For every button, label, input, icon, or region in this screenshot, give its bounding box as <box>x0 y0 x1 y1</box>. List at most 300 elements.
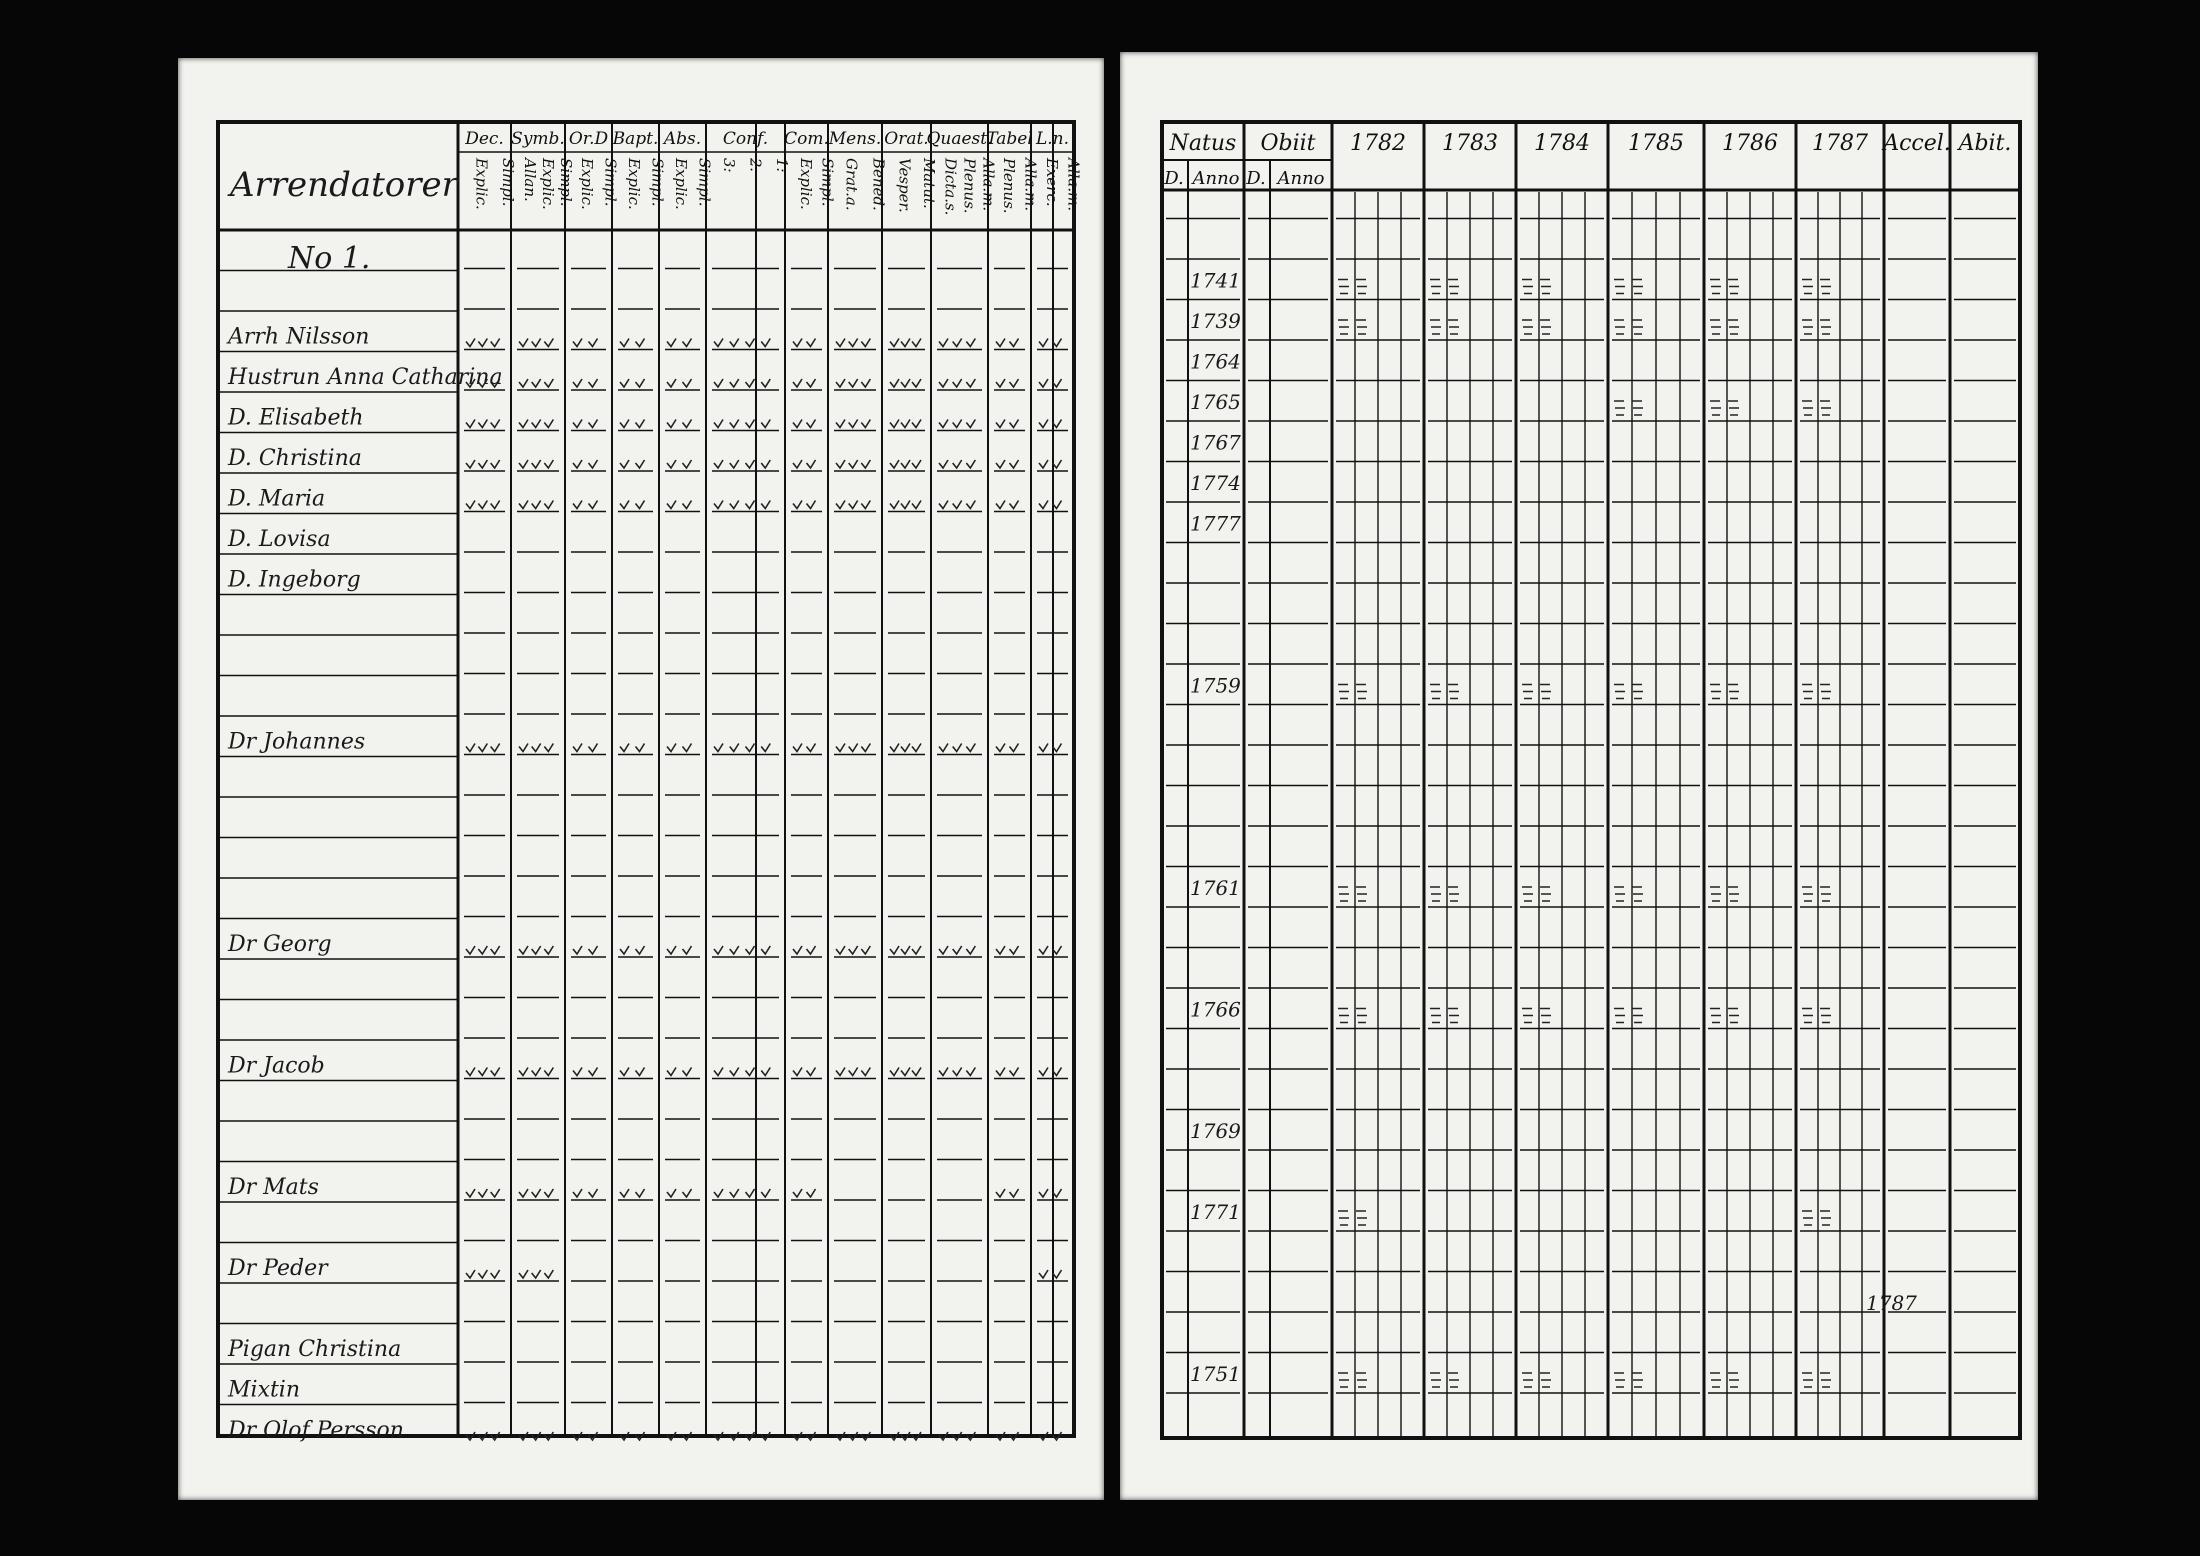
date-mark <box>1338 685 1349 699</box>
tick-mark <box>939 339 948 347</box>
birth-year: 1777 <box>1190 511 1241 536</box>
tick-mark <box>901 379 910 387</box>
tick-mark <box>683 460 692 468</box>
tick-mark <box>532 946 541 954</box>
date-mark <box>1820 685 1831 699</box>
tick-mark <box>683 946 692 954</box>
tick-mark <box>849 744 858 752</box>
tick-mark <box>636 1189 645 1197</box>
tick-mark <box>1010 1068 1019 1076</box>
date-mark <box>1540 685 1551 699</box>
tick-mark <box>620 1068 629 1076</box>
tick-mark <box>519 1270 528 1278</box>
tick-mark <box>532 744 541 752</box>
tick-mark <box>491 1189 500 1197</box>
date-mark <box>1728 1373 1739 1387</box>
date-mark <box>1614 685 1625 699</box>
resident-name: Hustrun Anna Catharina <box>228 365 503 390</box>
date-mark <box>1820 887 1831 901</box>
date-mark <box>1820 1009 1831 1023</box>
column-subheader: Simpl. <box>648 158 667 207</box>
tick-mark <box>544 946 553 954</box>
tick-mark <box>793 744 802 752</box>
tick-mark <box>532 1068 541 1076</box>
tick-mark <box>761 379 770 387</box>
tick-mark <box>953 1068 962 1076</box>
resident-name: Dr Olof Persson <box>228 1418 404 1443</box>
tick-mark <box>683 1068 692 1076</box>
tick-mark <box>761 339 770 347</box>
tick-mark <box>912 460 921 468</box>
date-mark <box>1430 280 1441 294</box>
tick-mark <box>939 744 948 752</box>
tick-mark <box>714 460 723 468</box>
resident-name: Mixtin <box>228 1377 301 1403</box>
tick-mark <box>620 379 629 387</box>
tick-mark <box>620 946 629 954</box>
tick-mark <box>730 379 739 387</box>
column-header: 1787 <box>1812 131 1868 156</box>
tick-mark <box>573 1068 582 1076</box>
column-header: Accel. <box>1883 131 1951 156</box>
date-mark <box>1430 1009 1441 1023</box>
date-mark <box>1728 887 1739 901</box>
column-header: 1783 <box>1442 131 1498 156</box>
tick-mark <box>730 1189 739 1197</box>
tick-mark <box>807 501 816 509</box>
tick-mark <box>667 1068 676 1076</box>
column-subheader: Explic. <box>624 158 643 210</box>
tick-mark <box>519 339 528 347</box>
column-header: Or.D <box>568 129 609 149</box>
date-mark <box>1430 685 1441 699</box>
tick-mark <box>761 744 770 752</box>
tick-mark <box>746 1068 755 1076</box>
tick-mark <box>544 460 553 468</box>
tick-mark <box>478 1068 487 1076</box>
date-mark <box>1710 401 1721 415</box>
tick-mark <box>519 420 528 428</box>
column-subheader: Simpl. <box>557 158 575 207</box>
tick-mark <box>901 460 910 468</box>
tick-mark <box>912 501 921 509</box>
tick-mark <box>544 339 553 347</box>
tick-mark <box>466 501 475 509</box>
tick-mark <box>996 501 1005 509</box>
column-subheader: Explic. <box>472 158 491 210</box>
tick-mark <box>793 339 802 347</box>
column-subheader: 3: <box>720 158 739 173</box>
column-subheader: Alla.m. <box>1021 158 1040 212</box>
tick-mark <box>491 339 500 347</box>
tick-mark <box>667 1189 676 1197</box>
date-mark <box>1632 685 1643 699</box>
resident-name: Dr Mats <box>228 1175 319 1200</box>
tick-mark <box>636 501 645 509</box>
tick-mark <box>996 379 1005 387</box>
tick-mark <box>836 1068 845 1076</box>
column-header: Mens. <box>828 129 882 149</box>
date-mark <box>1802 401 1813 415</box>
tick-mark <box>793 420 802 428</box>
tick-mark <box>849 460 858 468</box>
tick-mark <box>836 379 845 387</box>
date-mark <box>1356 1373 1367 1387</box>
tick-mark <box>953 460 962 468</box>
column-subheader: Plenus. <box>960 158 979 214</box>
date-mark <box>1338 1373 1349 1387</box>
date-mark <box>1614 1009 1625 1023</box>
tick-mark <box>890 946 899 954</box>
date-mark <box>1802 1009 1813 1023</box>
tick-mark <box>544 1189 553 1197</box>
tick-mark <box>1039 1189 1048 1197</box>
tick-mark <box>996 420 1005 428</box>
right-page <box>1120 52 2038 1500</box>
tick-mark <box>807 744 816 752</box>
tick-mark <box>466 1189 475 1197</box>
tick-mark <box>901 420 910 428</box>
date-mark <box>1820 280 1831 294</box>
tick-mark <box>573 379 582 387</box>
tick-mark <box>746 744 755 752</box>
date-mark <box>1338 887 1349 901</box>
tick-mark <box>532 1270 541 1278</box>
date-mark <box>1540 1373 1551 1387</box>
tick-mark <box>1010 946 1019 954</box>
date-mark <box>1448 1009 1459 1023</box>
column-subheader: Anno <box>1192 168 1240 189</box>
tick-mark <box>901 1068 910 1076</box>
date-mark <box>1802 1373 1813 1387</box>
tick-mark <box>1010 379 1019 387</box>
date-mark <box>1356 280 1367 294</box>
tick-mark <box>683 339 692 347</box>
tick-mark <box>667 460 676 468</box>
tick-mark <box>714 946 723 954</box>
tick-mark <box>636 946 645 954</box>
tick-mark <box>573 460 582 468</box>
resident-name: Dr Georg <box>228 932 332 957</box>
left-page <box>178 58 1104 1500</box>
date-mark <box>1522 887 1533 901</box>
tick-mark <box>953 946 962 954</box>
date-mark <box>1614 401 1625 415</box>
tick-mark <box>966 1068 975 1076</box>
tick-mark <box>683 744 692 752</box>
tick-mark <box>544 1270 553 1278</box>
tick-mark <box>1039 339 1048 347</box>
tick-mark <box>1010 460 1019 468</box>
tick-mark <box>519 946 528 954</box>
column-subheader: Bened. <box>869 158 888 211</box>
tick-mark <box>589 420 598 428</box>
tick-mark <box>730 946 739 954</box>
tick-mark <box>620 460 629 468</box>
column-subheader: Explic. <box>577 158 596 210</box>
tick-mark <box>589 744 598 752</box>
birth-year: 1739 <box>1190 309 1241 333</box>
date-mark <box>1522 320 1533 334</box>
tick-mark <box>589 460 598 468</box>
tick-mark <box>861 460 870 468</box>
tick-mark <box>714 744 723 752</box>
tick-mark <box>544 1068 553 1076</box>
tick-mark <box>890 460 899 468</box>
date-mark <box>1448 887 1459 901</box>
date-mark <box>1522 1373 1533 1387</box>
tick-mark <box>939 946 948 954</box>
tick-mark <box>966 379 975 387</box>
tick-mark <box>890 420 899 428</box>
date-mark <box>1430 887 1441 901</box>
tick-mark <box>1010 339 1019 347</box>
column-subheader: Simpl. <box>601 158 620 207</box>
tick-mark <box>532 460 541 468</box>
right-ledger-grid <box>1120 52 2038 1500</box>
date-mark <box>1632 887 1643 901</box>
column-header: L.n. <box>1035 129 1070 149</box>
tick-mark <box>807 460 816 468</box>
column-header: Tabel <box>986 129 1033 149</box>
tick-mark <box>636 379 645 387</box>
tick-mark <box>730 420 739 428</box>
date-mark <box>1540 887 1551 901</box>
date-mark <box>1728 1009 1739 1023</box>
tick-mark <box>807 379 816 387</box>
date-mark <box>1614 887 1625 901</box>
tick-mark <box>996 1189 1005 1197</box>
tick-mark <box>573 339 582 347</box>
date-mark <box>1710 887 1721 901</box>
date-mark <box>1522 280 1533 294</box>
tick-mark <box>807 420 816 428</box>
birth-year: 1766 <box>1190 997 1241 1022</box>
tick-mark <box>966 744 975 752</box>
tick-mark <box>636 420 645 428</box>
resident-name: Dr Jacob <box>228 1053 325 1079</box>
date-mark <box>1728 401 1739 415</box>
tick-mark <box>667 379 676 387</box>
date-mark <box>1540 1009 1551 1023</box>
date-mark <box>1802 1211 1813 1225</box>
tick-mark <box>491 460 500 468</box>
column-header: 1782 <box>1350 131 1406 156</box>
date-mark <box>1710 685 1721 699</box>
tick-mark <box>491 1270 500 1278</box>
tick-mark <box>861 1068 870 1076</box>
tick-mark <box>996 1068 1005 1076</box>
tick-mark <box>836 460 845 468</box>
tick-mark <box>478 460 487 468</box>
column-header: Quaest. <box>926 129 993 149</box>
tick-mark <box>890 744 899 752</box>
tick-mark <box>836 420 845 428</box>
tick-mark <box>532 379 541 387</box>
date-mark <box>1802 320 1813 334</box>
column-subheader: D. <box>1246 168 1266 189</box>
tick-mark <box>714 420 723 428</box>
column-header: 1784 <box>1534 131 1590 156</box>
tick-mark <box>589 379 598 387</box>
margin-annotation: 1787 <box>1866 1291 1917 1315</box>
resident-name: Dr Peder <box>228 1256 328 1281</box>
tick-mark <box>544 501 553 509</box>
tick-mark <box>519 744 528 752</box>
tick-mark <box>939 379 948 387</box>
date-mark <box>1338 280 1349 294</box>
left-ledger-grid <box>178 58 1104 1500</box>
date-mark <box>1338 1009 1349 1023</box>
tick-mark <box>730 1068 739 1076</box>
tick-mark <box>714 1068 723 1076</box>
tick-mark <box>466 460 475 468</box>
tick-mark <box>636 339 645 347</box>
tick-mark <box>807 339 816 347</box>
date-mark <box>1614 1373 1625 1387</box>
tick-mark <box>912 379 921 387</box>
page-heading: Arrendatorer <box>230 165 458 205</box>
birth-year: 1765 <box>1190 390 1241 414</box>
date-mark <box>1728 320 1739 334</box>
tick-mark <box>1010 744 1019 752</box>
tick-mark <box>478 420 487 428</box>
tick-mark <box>912 744 921 752</box>
tick-mark <box>996 460 1005 468</box>
column-header: Abs. <box>663 129 702 149</box>
tick-mark <box>849 1068 858 1076</box>
birth-year: 1761 <box>1190 876 1241 900</box>
column-header: Orat. <box>884 129 929 149</box>
tick-mark <box>544 420 553 428</box>
tick-mark <box>861 339 870 347</box>
tick-mark <box>966 420 975 428</box>
date-mark <box>1430 320 1441 334</box>
birth-year: 1751 <box>1190 1362 1241 1386</box>
tick-mark <box>620 744 629 752</box>
tick-mark <box>491 744 500 752</box>
column-subheader: Vesper. <box>895 158 914 213</box>
tick-mark <box>996 946 1005 954</box>
tick-mark <box>761 420 770 428</box>
tick-mark <box>890 1068 899 1076</box>
tick-mark <box>746 379 755 387</box>
tick-mark <box>966 339 975 347</box>
tick-mark <box>589 1068 598 1076</box>
date-mark <box>1632 1009 1643 1023</box>
tick-mark <box>890 339 899 347</box>
tick-mark <box>807 1189 816 1197</box>
column-header: Conf. <box>722 129 769 149</box>
tick-mark <box>901 946 910 954</box>
date-mark <box>1540 320 1551 334</box>
tick-mark <box>953 379 962 387</box>
tick-mark <box>1039 744 1048 752</box>
tick-mark <box>478 339 487 347</box>
date-mark <box>1430 1373 1441 1387</box>
birth-year: 1767 <box>1190 430 1241 455</box>
tick-mark <box>730 744 739 752</box>
tick-mark <box>466 744 475 752</box>
tick-mark <box>861 946 870 954</box>
tick-mark <box>1039 946 1048 954</box>
right-frame <box>1162 122 2020 1438</box>
tick-mark <box>573 420 582 428</box>
tick-mark <box>466 946 475 954</box>
tick-mark <box>519 379 528 387</box>
tick-mark <box>807 946 816 954</box>
tick-mark <box>966 946 975 954</box>
date-mark <box>1448 320 1459 334</box>
column-subheader: Plenus. <box>999 158 1018 214</box>
column-subheader: 2: <box>746 158 765 173</box>
tick-mark <box>966 460 975 468</box>
tick-mark <box>761 1068 770 1076</box>
tick-mark <box>730 460 739 468</box>
date-mark <box>1356 1009 1367 1023</box>
tick-mark <box>667 339 676 347</box>
date-mark <box>1802 887 1813 901</box>
column-subheader: Explic. <box>796 158 815 210</box>
column-subheader: Simpl. <box>498 158 517 207</box>
resident-name: D. Maria <box>228 486 326 512</box>
tick-mark <box>746 946 755 954</box>
tick-mark <box>890 379 899 387</box>
tick-mark <box>1039 501 1048 509</box>
tick-mark <box>761 460 770 468</box>
tick-mark <box>1039 460 1048 468</box>
date-mark <box>1356 320 1367 334</box>
column-subheader: Simpl. <box>818 158 837 207</box>
date-mark <box>1802 685 1813 699</box>
column-header: Symb. <box>511 129 565 149</box>
tick-mark <box>478 501 487 509</box>
tick-mark <box>793 460 802 468</box>
tick-mark <box>620 420 629 428</box>
date-mark <box>1820 1373 1831 1387</box>
tick-mark <box>683 1189 692 1197</box>
tick-mark <box>589 946 598 954</box>
tick-mark <box>953 339 962 347</box>
column-subheader: Explic. <box>671 158 690 210</box>
column-subheader: Alla.m. <box>1064 158 1083 212</box>
left-frame <box>218 122 1074 1436</box>
tick-mark <box>793 501 802 509</box>
date-mark <box>1632 280 1643 294</box>
resident-name: Dr Johannes <box>228 729 366 755</box>
tick-mark <box>589 501 598 509</box>
tick-mark <box>683 501 692 509</box>
tick-mark <box>746 339 755 347</box>
tick-mark <box>491 501 500 509</box>
tick-mark <box>714 339 723 347</box>
tick-mark <box>714 501 723 509</box>
tick-mark <box>636 744 645 752</box>
date-mark <box>1356 887 1367 901</box>
date-mark <box>1710 1373 1721 1387</box>
date-mark <box>1728 685 1739 699</box>
resident-name: D. Ingeborg <box>228 567 361 593</box>
column-header: Abit. <box>1958 131 2012 156</box>
date-mark <box>1522 685 1533 699</box>
birth-year: 1771 <box>1190 1200 1241 1224</box>
tick-mark <box>478 1270 487 1278</box>
resident-name: D. Elisabeth <box>228 405 364 431</box>
date-mark <box>1820 320 1831 334</box>
date-mark <box>1448 685 1459 699</box>
tick-mark <box>996 339 1005 347</box>
tick-mark <box>953 744 962 752</box>
